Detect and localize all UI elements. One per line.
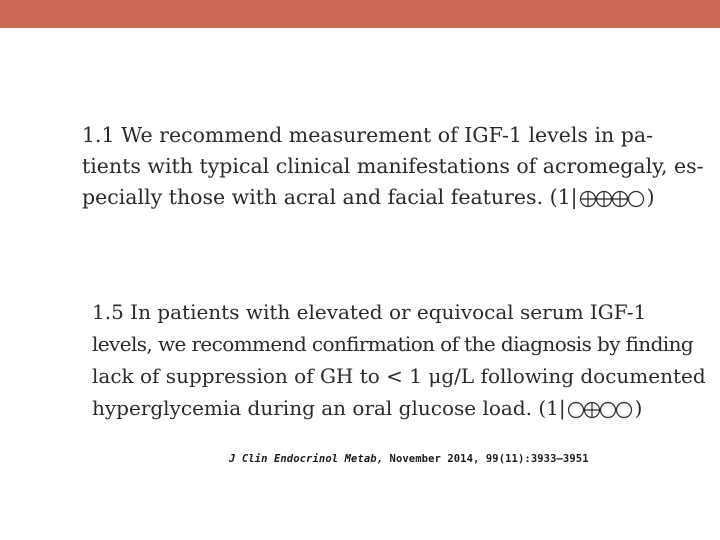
recommendation-line: 1.1 We recommend measurement of IGF-1 levels in pa- [82,123,653,147]
recommendation-line: lack of suppression of GH to < 1 μg/L following documented [92,364,706,388]
evidence-grade-icons [567,401,634,419]
citation-journal: J Clin Endocrinol Metab, [229,453,384,465]
open-circle-icon [616,402,631,417]
open-circle-icon [628,191,643,206]
recommendation-line: tients with typical clinical manifestations of acromegaly, es- [82,154,704,178]
closing-paren: ) [646,185,655,209]
closing-paren: ) [634,396,643,420]
citation-details: November 2014, 99(11):3933–3951 [383,453,589,465]
recommendation-line [92,392,706,424]
recommendation-line [82,182,704,213]
citation [229,453,589,465]
open-circle-icon [600,402,615,417]
title-bar-accent [0,0,720,28]
open-circle-icon [568,402,583,417]
recommendation-line: 1.5 In patients with elevated or equivocal serum IGF-1 [92,300,647,324]
evidence-grade-icons [579,190,646,208]
recommendation-line-text: hyperglycemia during an oral glucose load. (1| [92,396,566,420]
recommendation-1-5 [92,296,706,424]
recommendation-1-1 [82,120,704,213]
recommendation-line-text: pecially those with acral and facial features. (1| [82,185,578,209]
recommendation-line: levels, we recommend confirmation of the diagnosis by finding [92,332,694,356]
